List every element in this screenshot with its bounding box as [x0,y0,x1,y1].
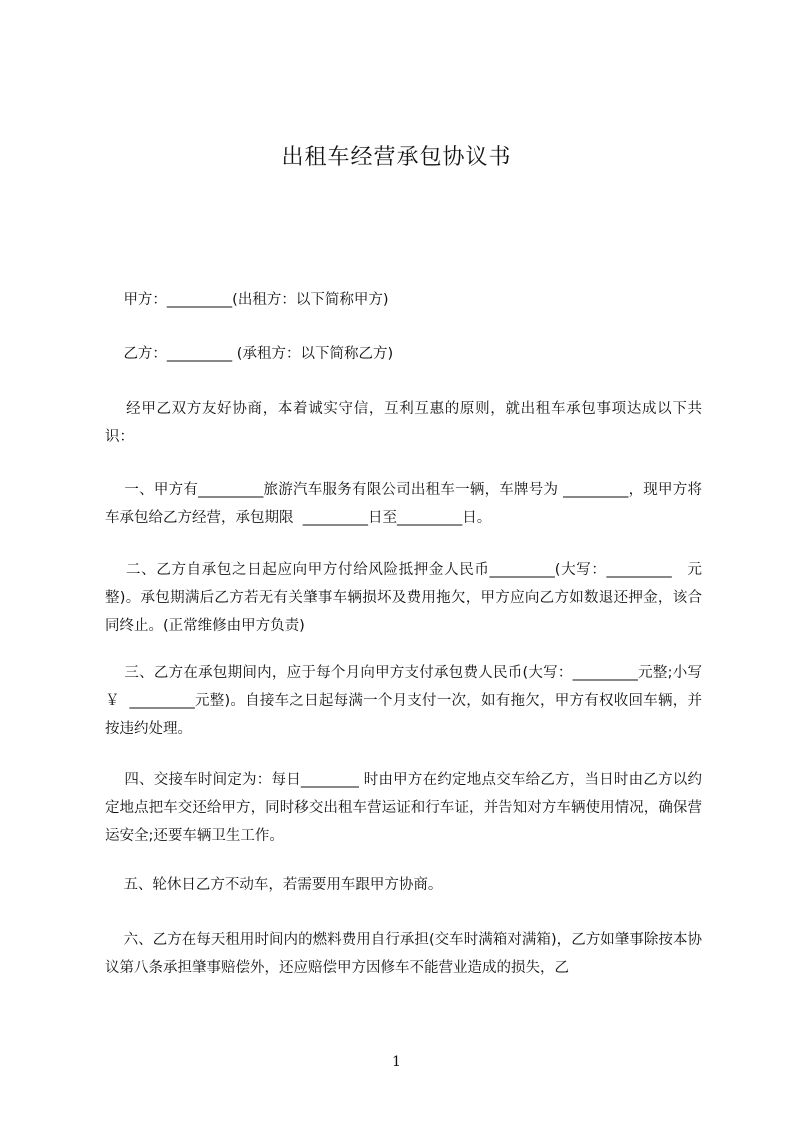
party-a-line: 甲方：_________(出租方：以下简称甲方) [105,292,389,308]
preamble-paragraph: 经甲乙双方友好协商，本着诚实守信，互利互惠的原则，就出租车承包事项达成以下共识： [105,401,703,445]
clause-2: 二、乙方自承包之日起应向甲方付给风险抵押金人民币_________(大写：_________ 元整)。承包期满后乙方若无有关肇事车辆损坏及费用拖欠，甲方应向乙方如数退还押金，该合同终止。(正常维修由甲方负责) [105,562,703,634]
clause-5: 五、轮休日乙方不动车，若需要用车跟甲方协商。 [105,877,443,893]
clause-6: 六、乙方在每天租用时间内的燃料费用自行承担(交车时满箱对满箱)，乙方如肇事除按本协议第八条承担肇事赔偿外，还应赔偿甲方因修车不能营业造成的损失，乙 [105,932,703,976]
clause-4: 四、交接车时间定为：每日________ 时由甲方在约定地点交车给乙方，当日时由乙方以约定地点把车交还给甲方，同时移交出租车营运证和行车证，并告知对方车辆使用情况，确保营运安全;还要车辆卫生工作。 [105,772,703,844]
clause-3: 三、乙方在承包期间内，应于每个月向甲方支付承包费人民币(大写：_________元整;小写￥ _________元整)。自接车之日起每满一个月支付一次，如有拖欠，甲方有权收回车辆，并按违约处理。 [105,665,703,737]
party-b-line: 乙方：_________ (承租方：以下简称乙方) [105,346,394,362]
page-number: 1 [392,1054,401,1070]
clause-1: 一、甲方有_________旅游汽车服务有限公司出租车一辆，车牌号为 _________，现甲方将车承包给乙方经营，承包期限 _________日至_________日。 [105,482,703,526]
document-title: 出租车经营承包协议书 [281,145,512,170]
